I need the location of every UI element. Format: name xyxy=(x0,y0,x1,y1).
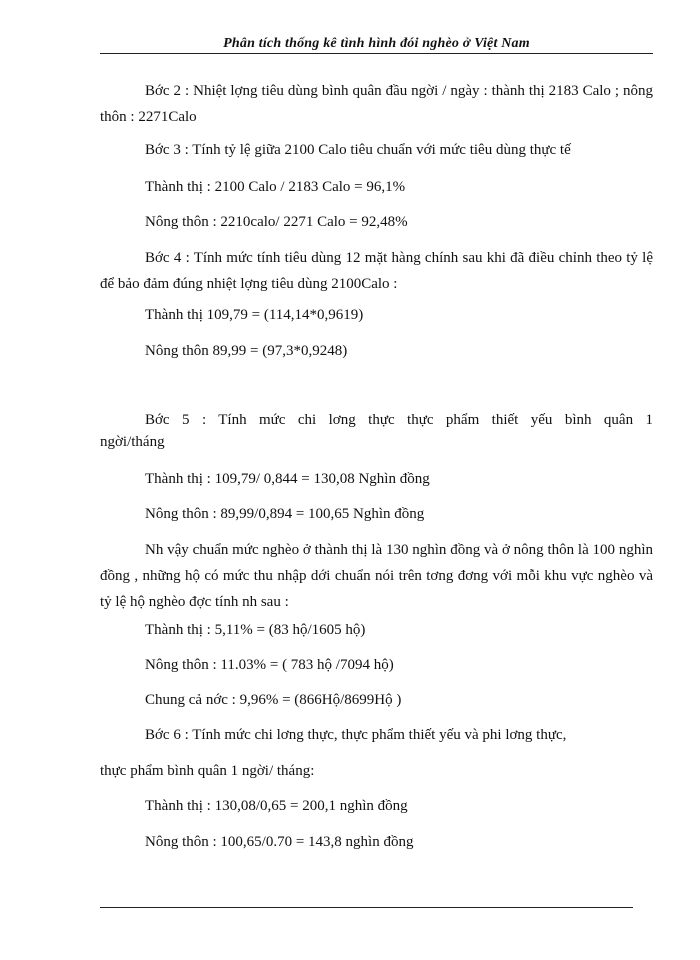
rural-ratio-line: Nông thôn : 2210calo/ 2271 Calo = 92,48% xyxy=(145,214,408,230)
step-2-paragraph: Bớc 2 : Nhiệt lợng tiêu dùng bình quân đầu ngời / ngày : thành thị 2183 Calo ; nông thôn : 2271Calo xyxy=(100,83,653,125)
urban-ratio-line: Thành thị : 2100 Calo / 2183 Calo = 96,1% xyxy=(145,179,406,195)
step-5-paragraph: Bớc 5 : Tính mức chi lơng thực thực phẩm thiết yếu bình quân 1 xyxy=(145,412,653,428)
step-4-paragraph: Bớc 4 : Tính mức tính tiêu dùng 12 mặt hàng chính sau khi đã điều chỉnh theo tỷ lệ để bảo đảm đúng nhiệt lợng tiêu dùng 2100Calo : xyxy=(100,250,653,292)
rural-food-spend-line: Nông thôn : 89,99/0,894 = 100,65 Nghìn đồng xyxy=(145,506,425,522)
rural-total-spend-line: Nông thôn : 100,65/0.70 = 143,8 nghìn đồng xyxy=(145,834,414,850)
running-header-title: Phân tích thống kê tình hình đói nghèo ở Việt Nam xyxy=(223,36,530,51)
rural-poverty-rate-line: Nông thôn : 11.03% = ( 783 hộ /7094 hộ) xyxy=(145,657,394,673)
step-6-paragraph-continued: thực phẩm bình quân 1 ngời/ tháng: xyxy=(100,763,315,779)
step-3-paragraph: Bớc 3 : Tính tỷ lệ giữa 2100 Calo tiêu chuẩn với mức tiêu dùng thực tế xyxy=(145,142,571,158)
header-rule xyxy=(100,53,653,54)
urban-food-spend-line: Thành thị : 109,79/ 0,844 = 130,08 Nghìn đồng xyxy=(145,471,430,487)
urban-poverty-rate-line: Thành thị : 5,11% = (83 hộ/1605 hộ) xyxy=(145,622,366,638)
national-poverty-rate-line: Chung cả nớc : 9,96% = (866Hộ/8699Hộ ) xyxy=(145,692,402,708)
step-6-paragraph: Bớc 6 : Tính mức chi lơng thực, thực phẩm thiết yếu và phi lơng thực, xyxy=(145,727,567,743)
rural-adjusted-line: Nông thôn 89,99 = (97,3*0,9248) xyxy=(145,343,348,359)
urban-adjusted-line: Thành thị 109,79 = (114,14*0,9619) xyxy=(145,307,364,323)
step-5-paragraph-continued: ngời/tháng xyxy=(100,434,165,450)
urban-total-spend-line: Thành thị : 130,08/0,65 = 200,1 nghìn đồng xyxy=(145,798,408,814)
poverty-line-paragraph: Nh vậy chuẩn mức nghèo ở thành thị là 130 nghìn đồng và ở nông thôn là 100 nghìn đồng , những hộ có mức thu nhập dới chuẩn nói trên tơng đơng với mỗi khu vực nghèo và tỷ lệ hộ nghèo đợc tính nh sau : xyxy=(100,542,653,610)
footer-rule xyxy=(100,907,633,908)
